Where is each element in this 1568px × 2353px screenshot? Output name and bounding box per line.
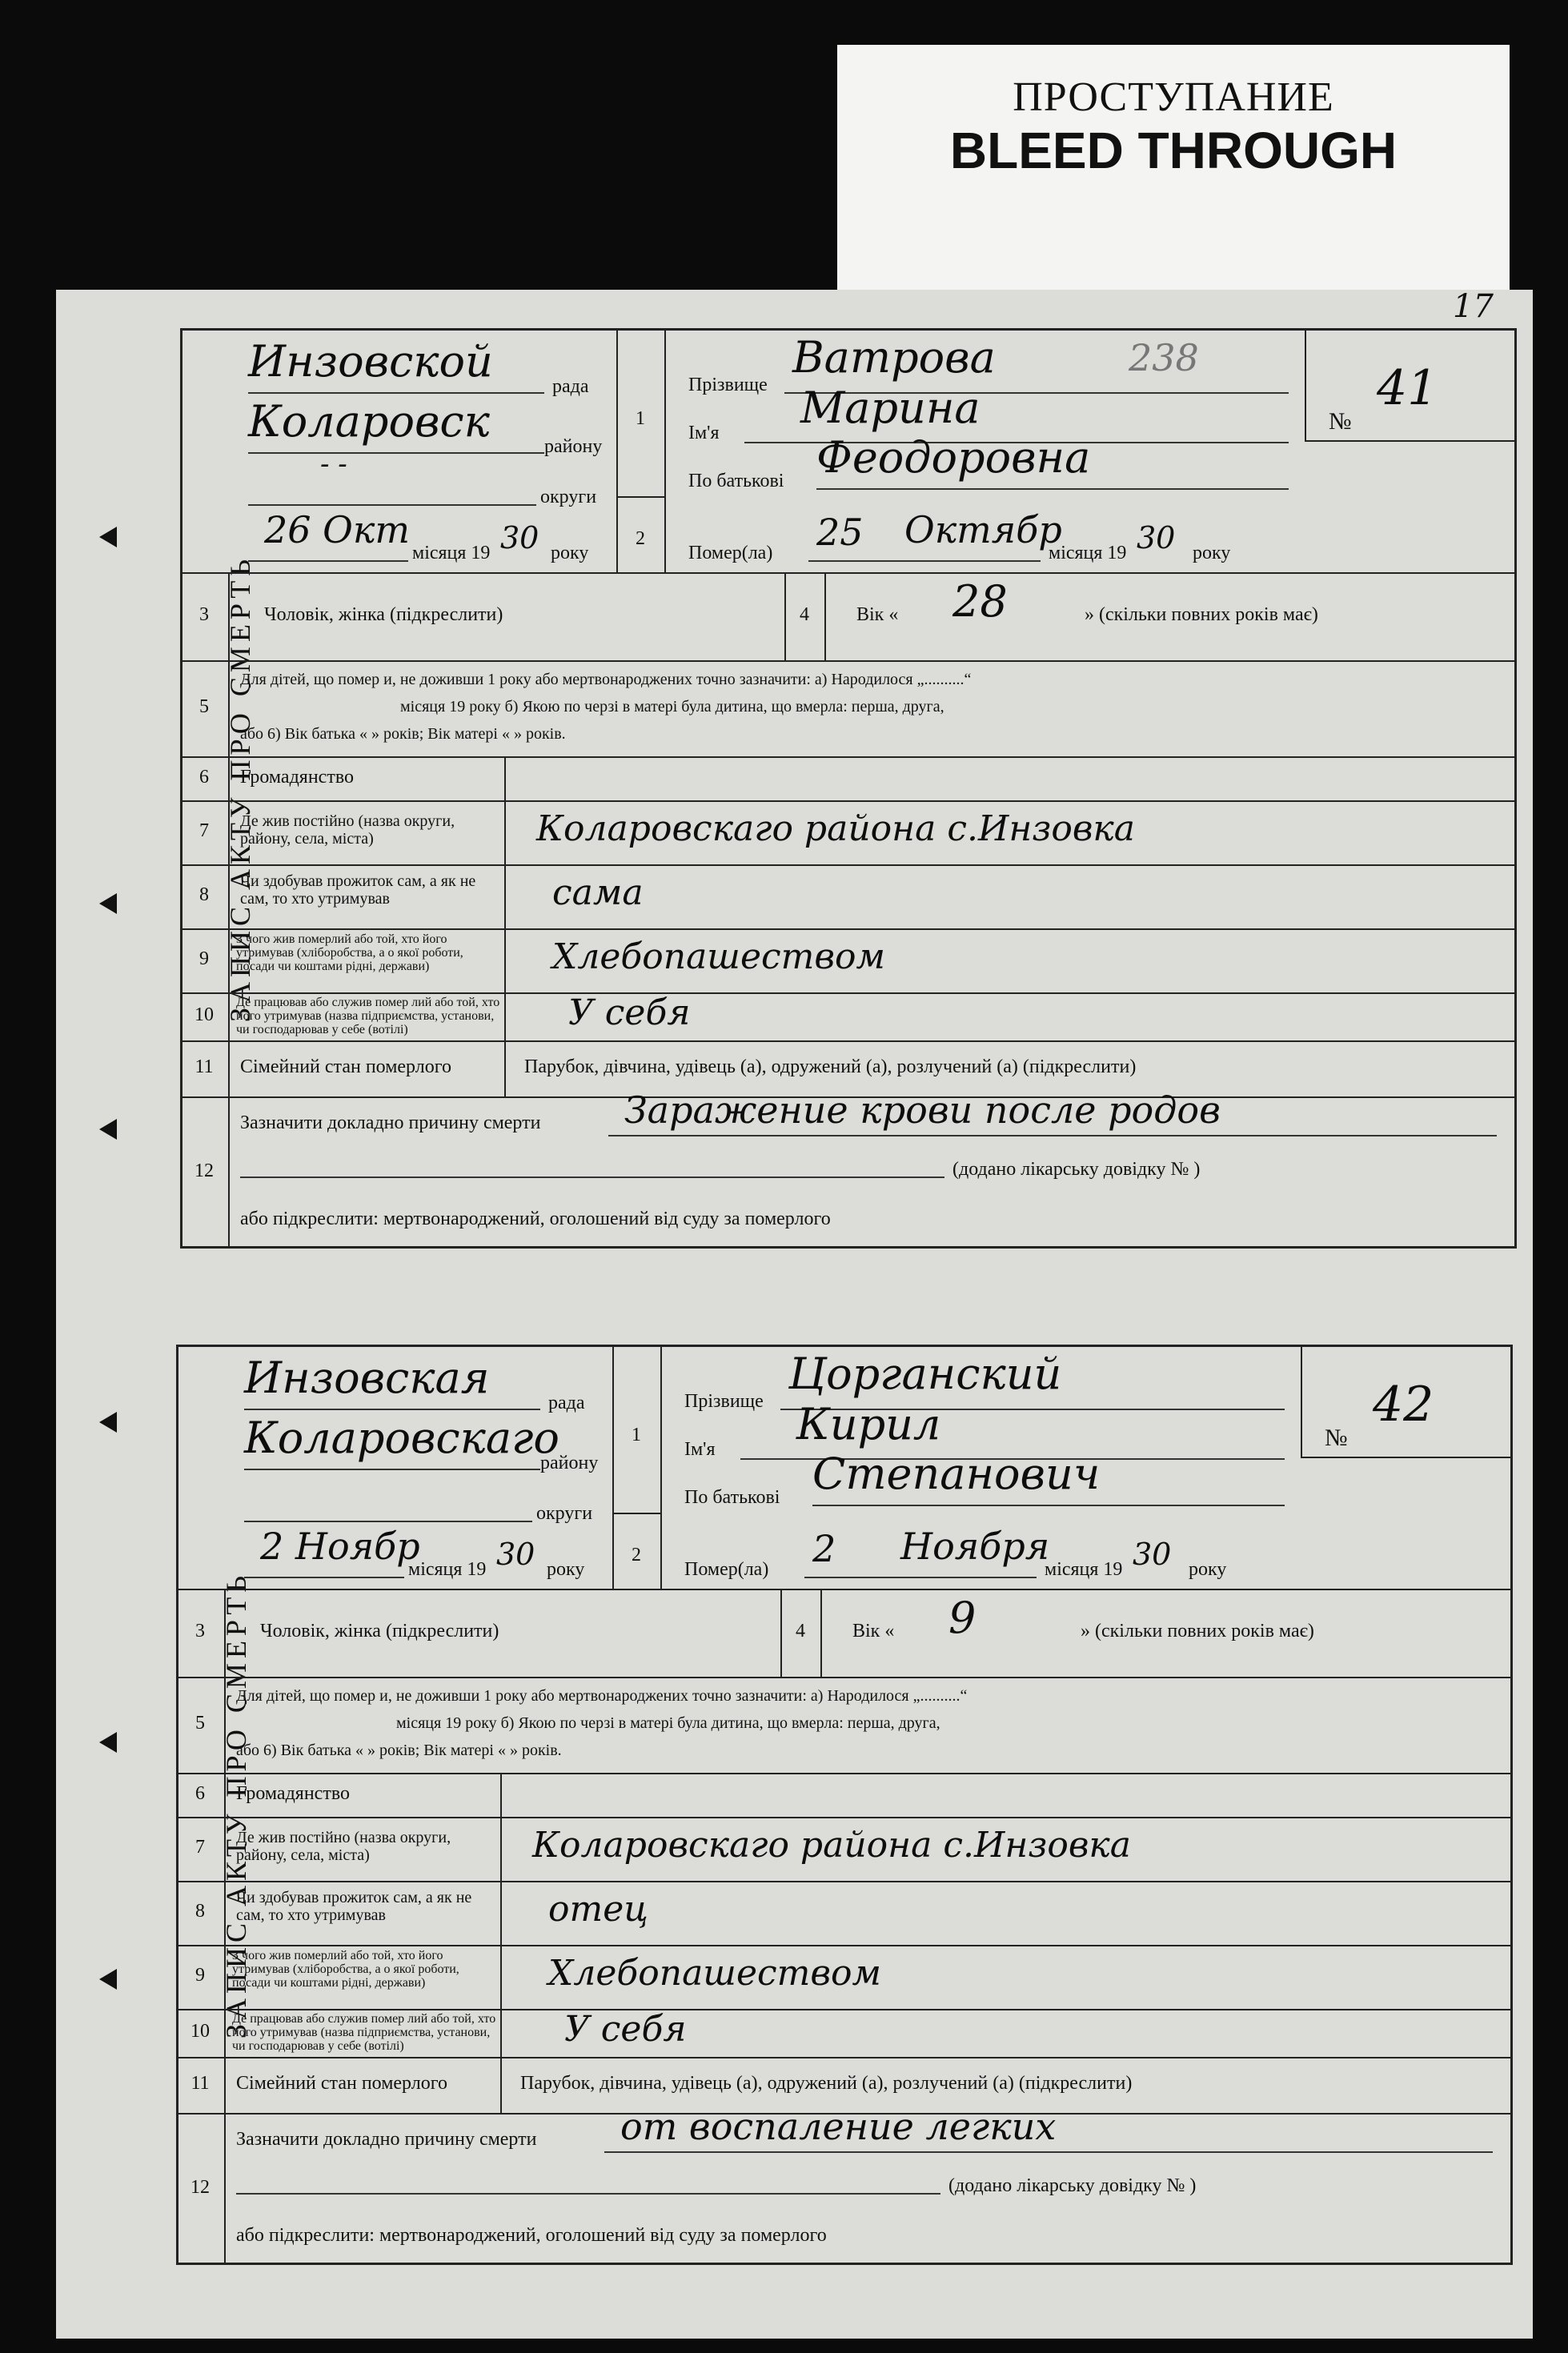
okrug-value: - - <box>320 448 347 480</box>
income-source-value: Хлебопашеством <box>552 936 885 977</box>
notice-line-1: ПРОСТУПАНИЕ <box>1013 74 1334 120</box>
rayon-value: Коларовск <box>248 396 490 447</box>
death-year: 30 <box>1137 520 1176 555</box>
patronymic-value: Степанович <box>812 1449 1101 1499</box>
income-source-value: Хлебопашеством <box>548 1953 881 1994</box>
record-number: 41 <box>1377 360 1438 416</box>
surname-value: Цорганский <box>788 1349 1062 1399</box>
death-record-41: ЗАПИС АКТУ ПРО СМЕРТЬ Инзовской рада Коларовск району - - округи 26 Окт місяця 19 30 року 1 2 Прізвище Ватрова 238 Ім'я Марина По батькові Феодоровна Помер(ла) 25 Октябр місяця 19 30 року № 41 3 Чоловік, жінка (підкреслити) 4 Вік « 28 » (скільки повних років має) 5 Для дітей, що помер и, не доживши 1 року або мертвонароджених точно зазначити: а) Народилося „..........“ місяця 19 року б) Якою по черзі в матері була дитина, що вмерла: перша, друга, або 6) Вік батька « » років; Вік матері « » років. 6 Громадянство 7 Де жив постійно (назва округи, району, села, міста) Коларовскаго района с.Инзовка 8 Чи здобував прожиток сам, а як не сам, то хто утримував сама 9 З чого жив померлий або той, хто його утримував (хліборобства, а о якої роботи, посади чи коштами рідні, держави) Хлебопашеством 10 Де працював або служив помер лий або той, хто його утримував (назва підприємства, установи, чи господарював у себе (вотілі) У себя 11 Сімейний стан померлого Парубок, дівчина, удівець (а), одружений (а), розлучений (а) (підкреслити) 12 Зазначити докладно причину смерти Заражение крови после родов (додано лікарську довідку № ) або підкреслити: мертвонароджений, оголошений від суду за померлого <box>56 328 1533 1257</box>
age-value: 28 <box>952 576 1008 627</box>
stamp-number: 238 <box>1129 336 1199 379</box>
death-day: 2 <box>812 1527 836 1570</box>
residence-value: Коларовскаго района с.Инзовка <box>532 1825 1131 1866</box>
registration-year: 30 <box>500 520 539 555</box>
age-value: 9 <box>948 1593 976 1643</box>
death-record-42: ЗАПИС АКТУ ПРО СМЕРТЬ Инзовская рада Коларовскаго району округи 2 Ноябр місяця 19 30 року 1 2 Прізвище Цорганский Ім'я Кирил По батькові Степанович Помер(ла) 2 Ноября місяця 19 30 року № 42 3 Чоловік, жінка (підкреслити) 4 Вік « 9 » (скільки повних років має) 5 Для дітей, що помер и, не доживши 1 року або мертвонароджених точно зазначити: а) Народилося „..........“ місяця 19 року б) Якою по черзі в матері була дитина, що вмерла: перша, друга, або 6) Вік батька « » років; Вік матері « » років. 6 Громадянство 7 Де жив постійно (назва округи, району, села, міста) Коларовскаго района с.Инзовка 8 Чи здобував прожиток сам, а як не сам, то хто утримував отец 9 З чого жив померлий або той, хто його утримував (хліборобства, а о якої роботи, посади чи коштами рідні, держави) Хлебопашеством 10 Де працював або служив помер лий або той, хто його утримував (назва підприємства, установи, чи господарював у себе (вотілі) У себя 11 Сімейний стан померлого Парубок, дівчина, удівець (а), одружений (а), розлучений (а) (підкреслити) 12 Зазначити докладно причину смерти от воспаление легких (додано лікарську довідку № ) або підкреслити: мертвонароджений, оголошений від суду за померлого <box>52 1345 1529 2273</box>
record-side-label: ЗАПИС АКТУ ПРО СМЕРТЬ <box>224 554 256 1023</box>
patronymic-value: Феодоровна <box>816 432 1091 483</box>
livelihood-value: отец <box>548 1889 648 1930</box>
record-side-label: ЗАПИС АКТУ ПРО СМЕРТЬ <box>220 1570 252 2039</box>
workplace-value: У себя <box>568 992 691 1033</box>
name-value: Кирил <box>796 1399 941 1449</box>
registration-date: 2 Ноябр <box>260 1525 420 1568</box>
registration-year: 30 <box>496 1537 535 1572</box>
registration-date: 26 Окт <box>264 508 410 551</box>
livelihood-value: сама <box>552 872 644 913</box>
cause-of-death: Заражение крови после родов <box>624 1088 1221 1132</box>
record-number: 42 <box>1373 1377 1434 1433</box>
notice-line-2: BLEED THROUGH <box>949 122 1398 179</box>
cause-of-death: от воспаление легких <box>620 2105 1057 2148</box>
workplace-value: У себя <box>564 2009 687 2050</box>
surname-value: Ватрова <box>792 332 996 383</box>
rayon-value: Коларовскаго <box>244 1413 559 1463</box>
death-day: 25 <box>816 511 864 554</box>
bleed-through-notice <box>837 45 1510 299</box>
rada-value: Инзовская <box>244 1353 490 1403</box>
rada-value: Инзовской <box>248 336 493 387</box>
corner-page-number: 17 <box>1453 288 1494 325</box>
death-month: Ноября <box>900 1525 1050 1568</box>
name-value: Марина <box>800 383 981 433</box>
death-month: Октябр <box>904 508 1062 551</box>
residence-value: Коларовскаго района с.Инзовка <box>536 808 1135 849</box>
death-year: 30 <box>1133 1537 1172 1572</box>
